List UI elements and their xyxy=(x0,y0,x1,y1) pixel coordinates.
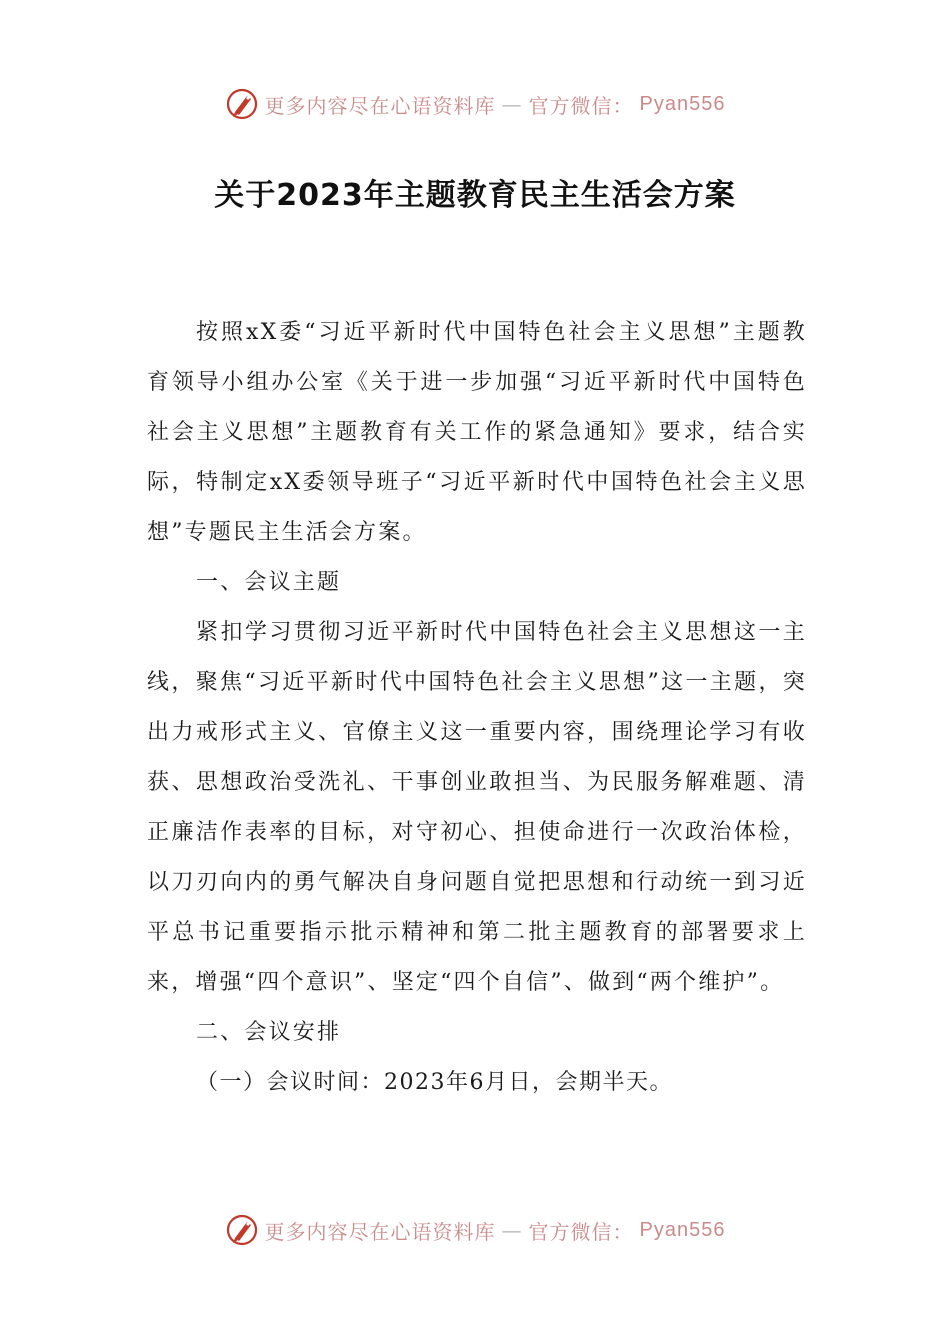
watermark-wechat-id: Pyan556 xyxy=(639,1218,726,1241)
watermark-label: 官方微信： xyxy=(528,1219,634,1244)
watermark-text: 更多内容尽在心语资料库 xyxy=(264,93,496,118)
document-title: 关于2023年主题教育民主生活会方案 xyxy=(214,178,736,213)
pen-nib-logo-icon xyxy=(225,1213,259,1247)
section2-heading: 二、会议安排 xyxy=(196,1020,342,1045)
pen-nib-logo-icon xyxy=(225,87,259,121)
section1-heading: 一、会议主题 xyxy=(196,570,342,595)
document-body xyxy=(147,308,807,1108)
section2-item-meeting-time: （一）会议时间：2023年6月日，会期半天。 xyxy=(196,1070,673,1095)
intro-paragraph: 按照xX委“习近平新时代中国特色社会主义思想”主题教育领导小组办公室《关于进一步加强“习近平新时代中国特色社会主义思想”主题教育有关工作的紧急通知》要求，结合实际，特制定xX委领导班子“习近平新时代中国特色社会主义思想”专题民主生活会方案。 xyxy=(147,320,807,545)
watermark-header xyxy=(0,82,950,126)
watermark-separator: — xyxy=(501,1218,523,1242)
watermark-label: 官方微信： xyxy=(528,93,634,118)
watermark-wechat-id: Pyan556 xyxy=(639,92,726,115)
watermark-separator: — xyxy=(501,92,523,116)
section1-paragraph: 紧扣学习贯彻习近平新时代中国特色社会主义思想这一主线，聚焦“习近平新时代中国特色社会主义思想”这一主题，突出力戒形式主义、官僚主义这一重要内容，围绕理论学习有收获、思想政治受洗礼、干事创业敢担当、为民服务解难题、清正廉洁作表率的目标，对守初心、担使命进行一次政治体检，以刀刃向内的勇气解决自身问题自觉把思想和行动统一到习近平总书记重要指示批示精神和第二批主题教育的部署要求上来，增强“四个意识”、坚定“四个自信”、做到“两个维护”。 xyxy=(147,620,807,995)
watermark-text: 更多内容尽在心语资料库 xyxy=(264,1219,496,1244)
watermark-footer xyxy=(0,1208,950,1252)
